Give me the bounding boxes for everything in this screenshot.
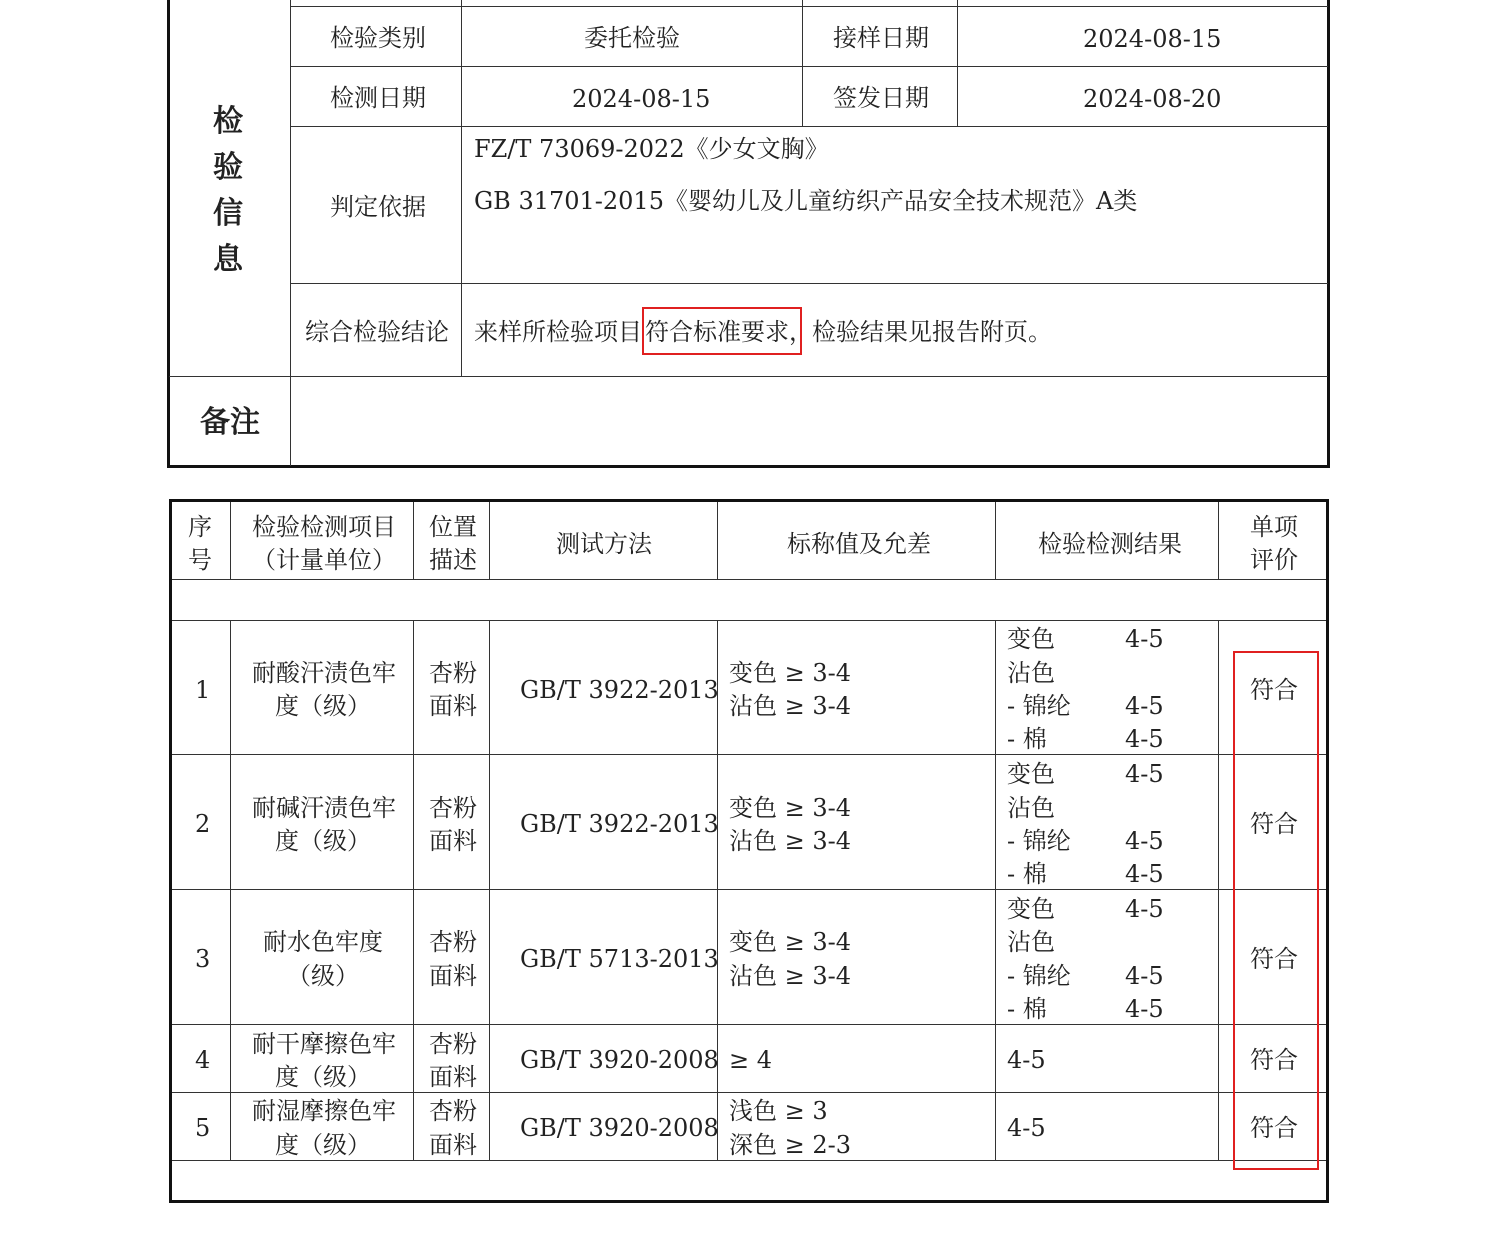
header-position: 位置 (429, 513, 477, 541)
row-nominal: 变色 ≥ 3-4 (729, 928, 852, 956)
result-label: 变色 (1007, 760, 1055, 788)
row-position: 杏粉 (429, 794, 477, 822)
row-divider (290, 283, 1328, 284)
row-divider (290, 126, 1328, 127)
row-evaluation: 符合 (1250, 810, 1298, 838)
row-position: 面料 (429, 827, 477, 855)
row-item-unit: （级） (287, 962, 359, 990)
row-evaluation: 符合 (1250, 1046, 1298, 1074)
row-item-unit: 度（级） (275, 1063, 371, 1091)
header-result: 检验检测结果 (1038, 530, 1182, 558)
evaluation-highlight-box (1233, 651, 1319, 1170)
inspection-type-label: 检验类别 (330, 24, 426, 52)
result-value: 4-5 (1125, 895, 1164, 923)
row-position: 面料 (429, 692, 477, 720)
result-value: 4-5 (1125, 860, 1164, 888)
header-nominal: 标称值及允差 (787, 530, 931, 558)
result-label: 沾色 (1007, 928, 1055, 956)
row-divider (172, 1160, 1326, 1161)
table-border-right (1327, 0, 1330, 468)
row-method: GB/T 3922-2013 (520, 810, 719, 838)
row-item: 耐湿摩擦色牢 (252, 1097, 396, 1125)
conclusion-suffix: 检验结果见报告附页。 (812, 318, 1052, 346)
col-divider (461, 0, 462, 377)
row-item: 耐水色牢度 (263, 928, 383, 956)
basis-standard-1: FZ/T 73069-2022《少女文胸》 (474, 135, 829, 163)
row-nominal: 沾色 ≥ 3-4 (729, 692, 852, 720)
table-border-left (167, 0, 170, 468)
row-nominal: 沾色 ≥ 3-4 (729, 962, 852, 990)
row-item-unit: 度（级） (275, 1131, 371, 1159)
result-label: 沾色 (1007, 659, 1055, 687)
remark-label: 备注 (200, 405, 260, 440)
row-evaluation: 符合 (1250, 1114, 1298, 1142)
header-evaluation: 单项 (1250, 513, 1298, 541)
row-seq: 1 (195, 676, 211, 704)
result-label: - 锦纶 (1007, 827, 1071, 855)
result-value: 4-5 (1125, 692, 1164, 720)
result-label: 沾色 (1007, 794, 1055, 822)
col-divider (230, 620, 231, 1161)
conclusion-highlight: 符合标准要求， (645, 318, 813, 346)
row-nominal: 变色 ≥ 3-4 (729, 794, 852, 822)
row-divider (172, 754, 1326, 755)
result-label: - 锦纶 (1007, 692, 1071, 720)
section-title-char: 验 (213, 150, 243, 185)
row-seq: 2 (195, 810, 211, 838)
result-label: 变色 (1007, 895, 1055, 923)
result-value: 4-5 (1125, 760, 1164, 788)
result-value: 4-5 (1125, 725, 1164, 753)
row-seq: 3 (195, 945, 211, 973)
section-title-char: 信 (213, 196, 243, 231)
row-item: 耐碱汗渍色牢 (252, 794, 396, 822)
table-border-bottom (167, 465, 1330, 468)
row-method: GB/T 3920-2008 (520, 1046, 719, 1074)
row-divider (172, 579, 1326, 580)
result-label: 变色 (1007, 625, 1055, 653)
col-divider (995, 620, 996, 1161)
row-position: 面料 (429, 962, 477, 990)
test-date-label: 检测日期 (330, 84, 426, 112)
col-divider (957, 0, 958, 127)
result-value: 4-5 (1125, 827, 1164, 855)
header-seq: 号 (188, 546, 212, 574)
row-evaluation: 符合 (1250, 676, 1298, 704)
issue-date-label: 签发日期 (833, 84, 929, 112)
col-divider (717, 502, 718, 580)
row-nominal: 沾色 ≥ 3-4 (729, 827, 852, 855)
receive-date-value: 2024-08-15 (1083, 25, 1222, 53)
row-method: GB/T 3920-2008 (520, 1114, 719, 1142)
result-value: 4-5 (1125, 625, 1164, 653)
row-divider (172, 889, 1326, 890)
row-position: 面料 (429, 1131, 477, 1159)
result-value: 4-5 (1007, 1114, 1046, 1142)
row-divider (290, 66, 1328, 67)
row-nominal: 浅色 ≥ 3 (729, 1097, 828, 1125)
row-seq: 4 (195, 1046, 211, 1074)
test-date-value: 2024-08-15 (572, 85, 711, 113)
row-nominal: ≥ 4 (729, 1046, 773, 1074)
header-item: 检验检测项目 (252, 513, 396, 541)
header-seq: 序 (188, 513, 212, 541)
col-divider (413, 620, 414, 1161)
row-divider (290, 6, 1328, 7)
result-value: 4-5 (1125, 962, 1164, 990)
row-item-unit: 度（级） (275, 827, 371, 855)
col-divider (290, 0, 291, 466)
inspection-type-value: 委托检验 (584, 24, 680, 52)
row-item-unit: 度（级） (275, 692, 371, 720)
col-divider (413, 502, 414, 580)
row-nominal: 变色 ≥ 3-4 (729, 659, 852, 687)
row-seq: 5 (195, 1114, 211, 1142)
col-divider (1218, 620, 1219, 1161)
header-position: 描述 (429, 546, 477, 574)
row-position: 杏粉 (429, 1030, 477, 1058)
header-evaluation: 评价 (1250, 546, 1298, 574)
col-divider (489, 620, 490, 1161)
col-divider (230, 502, 231, 580)
result-label: - 棉 (1007, 995, 1047, 1023)
row-method: GB/T 5713-2013 (520, 945, 719, 973)
section-title-char: 检 (213, 104, 243, 139)
result-value: 4-5 (1125, 995, 1164, 1023)
row-item: 耐酸汗渍色牢 (252, 659, 396, 687)
basis-standard-2: GB 31701-2015《婴幼儿及儿童纺织产品安全技术规范》A类 (474, 187, 1138, 215)
row-evaluation: 符合 (1250, 945, 1298, 973)
row-position: 杏粉 (429, 1097, 477, 1125)
result-value: 4-5 (1007, 1046, 1046, 1074)
issue-date-value: 2024-08-20 (1083, 85, 1222, 113)
row-divider (172, 1092, 1326, 1093)
highlight-box (642, 307, 802, 355)
basis-label: 判定依据 (330, 193, 426, 221)
row-position: 杏粉 (429, 928, 477, 956)
result-label: - 锦纶 (1007, 962, 1071, 990)
row-item: 耐干摩擦色牢 (252, 1030, 396, 1058)
row-divider (172, 620, 1326, 621)
row-divider (169, 376, 1328, 377)
section-title-char: 息 (213, 242, 243, 277)
row-method: GB/T 3922-2013 (520, 676, 719, 704)
row-divider (172, 1024, 1326, 1025)
row-position: 杏粉 (429, 659, 477, 687)
result-label: - 棉 (1007, 860, 1047, 888)
result-label: - 棉 (1007, 725, 1047, 753)
header-item-unit: （计量单位） (252, 546, 396, 574)
col-divider (802, 0, 803, 127)
conclusion-label: 综合检验结论 (305, 318, 449, 346)
col-divider (995, 502, 996, 580)
row-position: 面料 (429, 1063, 477, 1091)
col-divider (489, 502, 490, 580)
receive-date-label: 接样日期 (833, 24, 929, 52)
col-divider (1218, 502, 1219, 580)
conclusion-prefix: 来样所检验项目 (474, 318, 642, 346)
row-nominal: 深色 ≥ 2-3 (729, 1131, 852, 1159)
header-method: 测试方法 (556, 530, 652, 558)
